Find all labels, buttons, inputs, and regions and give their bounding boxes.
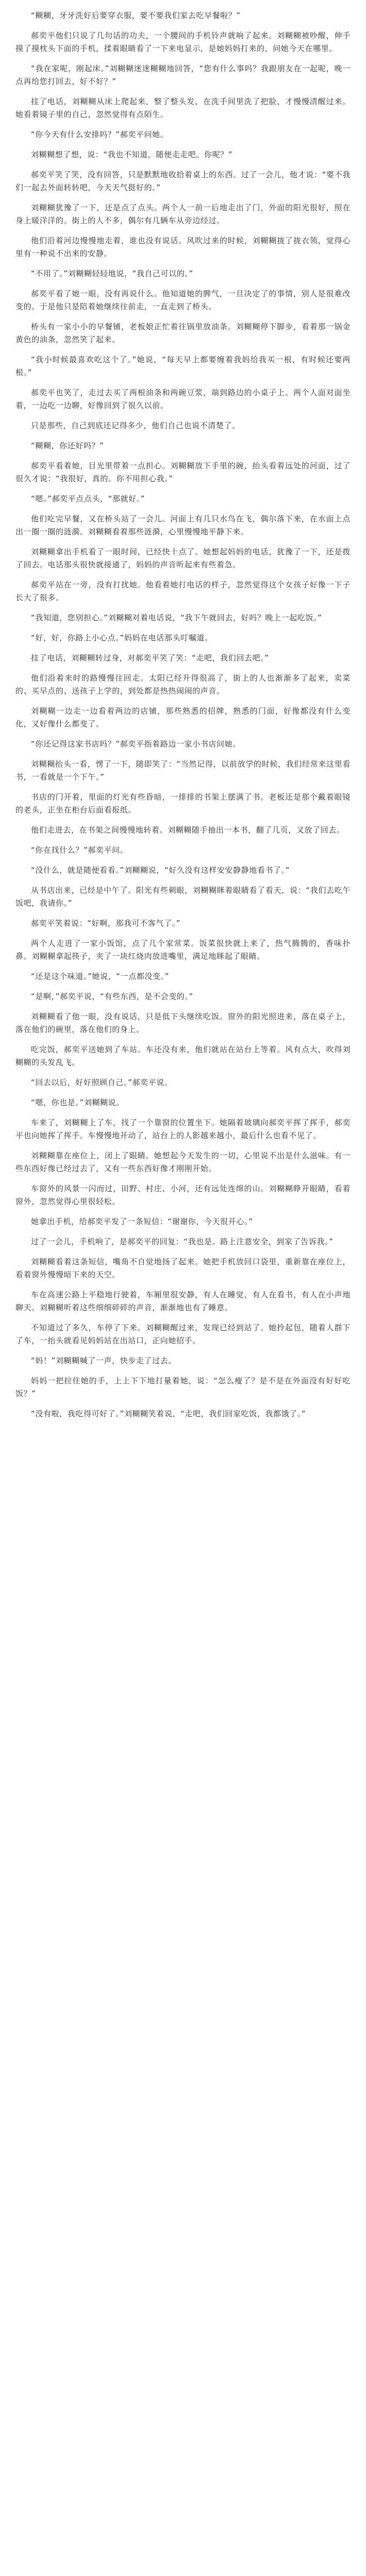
article-paragraph: “我小时候最喜欢吃这个了。”她说，“每天早上都要缠着我妈给我买一根，有时候还要两根。” bbox=[15, 355, 351, 377]
article-paragraph: 只是那些，自己到底还记得多少，他们自己也说不清楚了。 bbox=[31, 421, 240, 430]
article-paragraph: 从书店出来，已经是中午了。阳光有些刺眼，刘糊糊眯着眼睛看了看天，说：“我们去吃午饭吧，我请你。” bbox=[15, 886, 351, 908]
article-paragraph: 书店的门开着，里面的灯光有些昏暗，一排排的书架上摆满了书。老板还是那个戴着眼镜的老头，正坐在柜台后面看报纸。 bbox=[15, 792, 351, 815]
article-paragraph: “我知道，您别担心。”刘糊糊对着电话说，“我下午就回去，好吗？晚上一起吃饭。” bbox=[31, 613, 322, 622]
article-paragraph: 桥头有一家小小的早餐铺，老板娘正忙着往锅里放油条。刘糊糊停下脚步，看着那一锅金黄色的油条，忽然笑了起来。 bbox=[15, 322, 351, 344]
article-paragraph: 他们沿着河边慢慢地走着，谁也没有说话。风吹过来的时候，刘糊糊拢了拢衣领，觉得心里有一种说不出来的安静。 bbox=[15, 236, 351, 258]
article-paragraph: 刘糊糊抬头一看，愣了一下，随即笑了：“当然记得，以前放学的时候，我们经常来这里看书，一看就是一个下午。” bbox=[15, 759, 351, 782]
article-paragraph: “回去以后，好好照顾自己。”郝奕平说。 bbox=[31, 1078, 173, 1087]
article-paragraph: 郝奕平笑着说：“好啊，那我可不客气了。” bbox=[31, 919, 181, 928]
article-paragraph: 刘糊糊靠在座位上，闭上了眼睛。她想起今天发生的一切，心里说不出是什么滋味。有一些东西好像已经过去了，又有一些东西好像才刚刚开始。 bbox=[15, 1151, 351, 1173]
article-paragraph: “糊糊，你还好吗？” bbox=[31, 441, 104, 450]
article-paragraph: “我在家呢，刚起床。”刘糊糊迷迷糊糊地回答，“您有什么事吗？我跟朋友在一起呢，晚一点再给您打回去，好不好？” bbox=[15, 64, 351, 86]
article-paragraph: 他们沿着来时的路慢慢往回走。太阳已经升得很高了，街上的人也渐渐多了起来，卖菜的、买早点的、送孩子上学的，到处都是热热闹闹的声音。 bbox=[15, 673, 351, 696]
article-paragraph: 过了一会儿，手机响了，是郝奕平的回复：“我也是。路上注意安全，到家了告诉我。” bbox=[31, 1237, 334, 1246]
article-paragraph: 挂了电话，刘糊糊转过身，对郝奕平笑了笑：“走吧，我们回去吧。” bbox=[31, 653, 269, 663]
article-paragraph: 妈妈一把拉住她的手，上上下下地打量着她，说：“怎么瘦了？是不是在外面没有好好吃饭？” bbox=[15, 1376, 351, 1398]
article-paragraph: 刘糊糊想了想，说：“我也不知道，随便走走吧。你呢？” bbox=[31, 150, 233, 159]
article-paragraph: “嗯，你也是。”刘糊糊说。 bbox=[31, 1098, 124, 1107]
article-paragraph: 刘糊糊看着这条短信，嘴角不自觉地扬了起来。她把手机放回口袋里，重新靠在座位上，看着窗外慢慢暗下来的天空。 bbox=[15, 1257, 351, 1279]
article-paragraph: 车来了，刘糊糊上了车，找了一个靠窗的位置坐下。她隔着玻璃向郝奕平挥了挥手，郝奕平也向她挥了挥手。车慢慢地开动了，站台上的人影越来越小，最后什么也看不见了。 bbox=[15, 1118, 351, 1140]
article-paragraph: 郝奕平看了她一眼，没有再说什么。他知道她的脾气，一旦决定了的事情，别人是很难改变的。于是他只是陪着她继续往前走，一直走到了桥头。 bbox=[15, 289, 351, 311]
article-paragraph: “你还记得这家书店吗？”郝奕平指着路边一家小书店问她。 bbox=[31, 739, 241, 749]
article-paragraph: 刘糊糊看了他一眼，没有说话，只是低下头继续吃饭。窗外的阳光照进来，落在桌子上，落在他们的碗里，落在他们的身上。 bbox=[15, 1012, 351, 1034]
article-paragraph: 挂了电话，刘糊糊从床上爬起来，整了整头发，在洗手间里洗了把脸，才慢慢清醒过来。她看着镜子里的自己，忽然觉得有点陌生。 bbox=[15, 97, 351, 119]
article-paragraph: 郝奕平也笑了，走过去买了两根油条和两碗豆浆，端到路边的小桌子上。两个人面对面坐着，一边吃一边聊，好像回到了很久以前。 bbox=[15, 388, 351, 410]
article-paragraph: “妈！”刘糊糊喊了一声，快步走了过去。 bbox=[31, 1356, 176, 1365]
article-paragraph: 两个人走进了一家小饭馆，点了几个家常菜。饭菜很快就上来了，热气腾腾的，香味扑鼻。刘糊糊拿起筷子，夹了一块红烧肉放进嘴里，满足地眯起了眼睛。 bbox=[15, 939, 351, 961]
article-paragraph: 他们走进去，在书架之间慢慢地转着。刘糊糊随手抽出一本书，翻了几页，又放了回去。 bbox=[31, 825, 345, 835]
article-paragraph: “还是这个味道。”她说，“一点都没变。” bbox=[31, 972, 170, 981]
article-paragraph: “你在找什么？”郝奕平问。 bbox=[31, 845, 128, 855]
article-paragraph: “是啊，”郝奕平说，“有些东西，是不会变的。” bbox=[31, 992, 193, 1001]
article-paragraph: “没有啦，我吃得可好了。”刘糊糊笑着说，“走吧，我们回家吃饭，我都饿了。” bbox=[31, 1409, 306, 1418]
article-paragraph: 车窗外的风景一闪而过，田野、村庄、小河，还有远处连绵的山。刘糊糊睁开眼睛，看着窗外，忽然觉得心里很轻松。 bbox=[15, 1184, 351, 1206]
article-paragraph: 郝奕平笑了笑，没有回答，只是默默地收拾着桌上的东西。过了一会儿，他才说：“要不我们一起去外面转转吧，今天天气挺好的。” bbox=[15, 170, 351, 192]
article-paragraph: 郝奕平站在一旁，没有打扰她。他看着她打电话的样子，忽然觉得这个女孩子好像一下子长大了很多。 bbox=[15, 580, 351, 602]
article-paragraph: “没什么，就是随便看看。”刘糊糊说，“好久没有这样安安静静地看书了。” bbox=[31, 866, 290, 875]
article-paragraph: 吃完饭，郝奕平送她到了车站。车还没有来，他们就站在站台上等着。风有点大，吹得刘糊糊的头发乱飞。 bbox=[15, 1045, 351, 1067]
article-paragraph: 刘糊糊拿出手机看了一眼时间，已经快十点了。她想起妈妈的电话，犹豫了一下，还是拨了回去。电话那头很快就接通了，妈妈的声音听起来有些着急。 bbox=[15, 547, 351, 569]
article-paragraph: 郝奕平他们只说了几句话的功夫，一个腰间的手机铃声就响了起来。刘糊糊被吵醒，伸手摸了摸枕头下面的手机，揉着眼睛看了一下来电显示，是她妈妈打来的，问她今天在哪里。 bbox=[15, 31, 351, 53]
article-paragraph: “糊糊，牙牙洗好后要穿衣服，要不要我们家去吃早餐啦？” bbox=[31, 11, 241, 20]
article-paragraph: 不知道过了多久，车停了下来。刘糊糊醒过来，发现已经到站了。她拎起包，随着人群下了车，一抬头就看见妈妈站在出站口，正向她招手。 bbox=[15, 1323, 351, 1345]
article-paragraph: 郝奕平看着她，目光里带着一点担心。刘糊糊放下手里的碗，抬头看着远处的河面，过了很久才说：“我很好，真的。你不用担心我。” bbox=[15, 461, 351, 483]
article-paragraph: “嗯。”郝奕平点点头，“那就好。” bbox=[31, 494, 145, 503]
article-paragraph: “你今天有什么安排吗？”郝奕平问她。 bbox=[31, 130, 169, 139]
article-paragraph: 他们吃完早餐，又在桥头站了一会儿。河面上有几只水鸟在飞，偶尔落下来，在水面上点出一圈一圈的涟漪。刘糊糊看着那些涟漪，心里慢慢地平静下来。 bbox=[15, 514, 351, 536]
article-paragraph: 车在高速公路上平稳地行驶着，车厢里很安静，有人在睡觉，有人在看书，有人在小声地聊天。刘糊糊听着这些细细碎碎的声音，渐渐地也有了睡意。 bbox=[15, 1290, 351, 1312]
article-paragraph: 刘糊糊一边走一边看着两边的店铺，那些熟悉的招牌，熟悉的门面，好像都没有什么变化，又好像什么都变了。 bbox=[15, 706, 351, 728]
article-paragraph: 她拿出手机，给郝奕平发了一条短信：“谢谢你，今天很开心。” bbox=[31, 1217, 253, 1226]
article-paragraph: 刘糊糊犹豫了一下，还是点了点头。两个人一前一后地走出了门，外面的阳光很好，照在身上暖洋洋的。街上的人不多，偶尔有几辆车从旁边经过。 bbox=[15, 203, 351, 225]
article-paragraph: “不用了。”刘糊糊轻轻地说，“我自己可以的。” bbox=[31, 269, 193, 278]
article-paragraph: “好，好，你路上小心点。”妈妈在电话那头叮嘱道。 bbox=[31, 633, 213, 642]
